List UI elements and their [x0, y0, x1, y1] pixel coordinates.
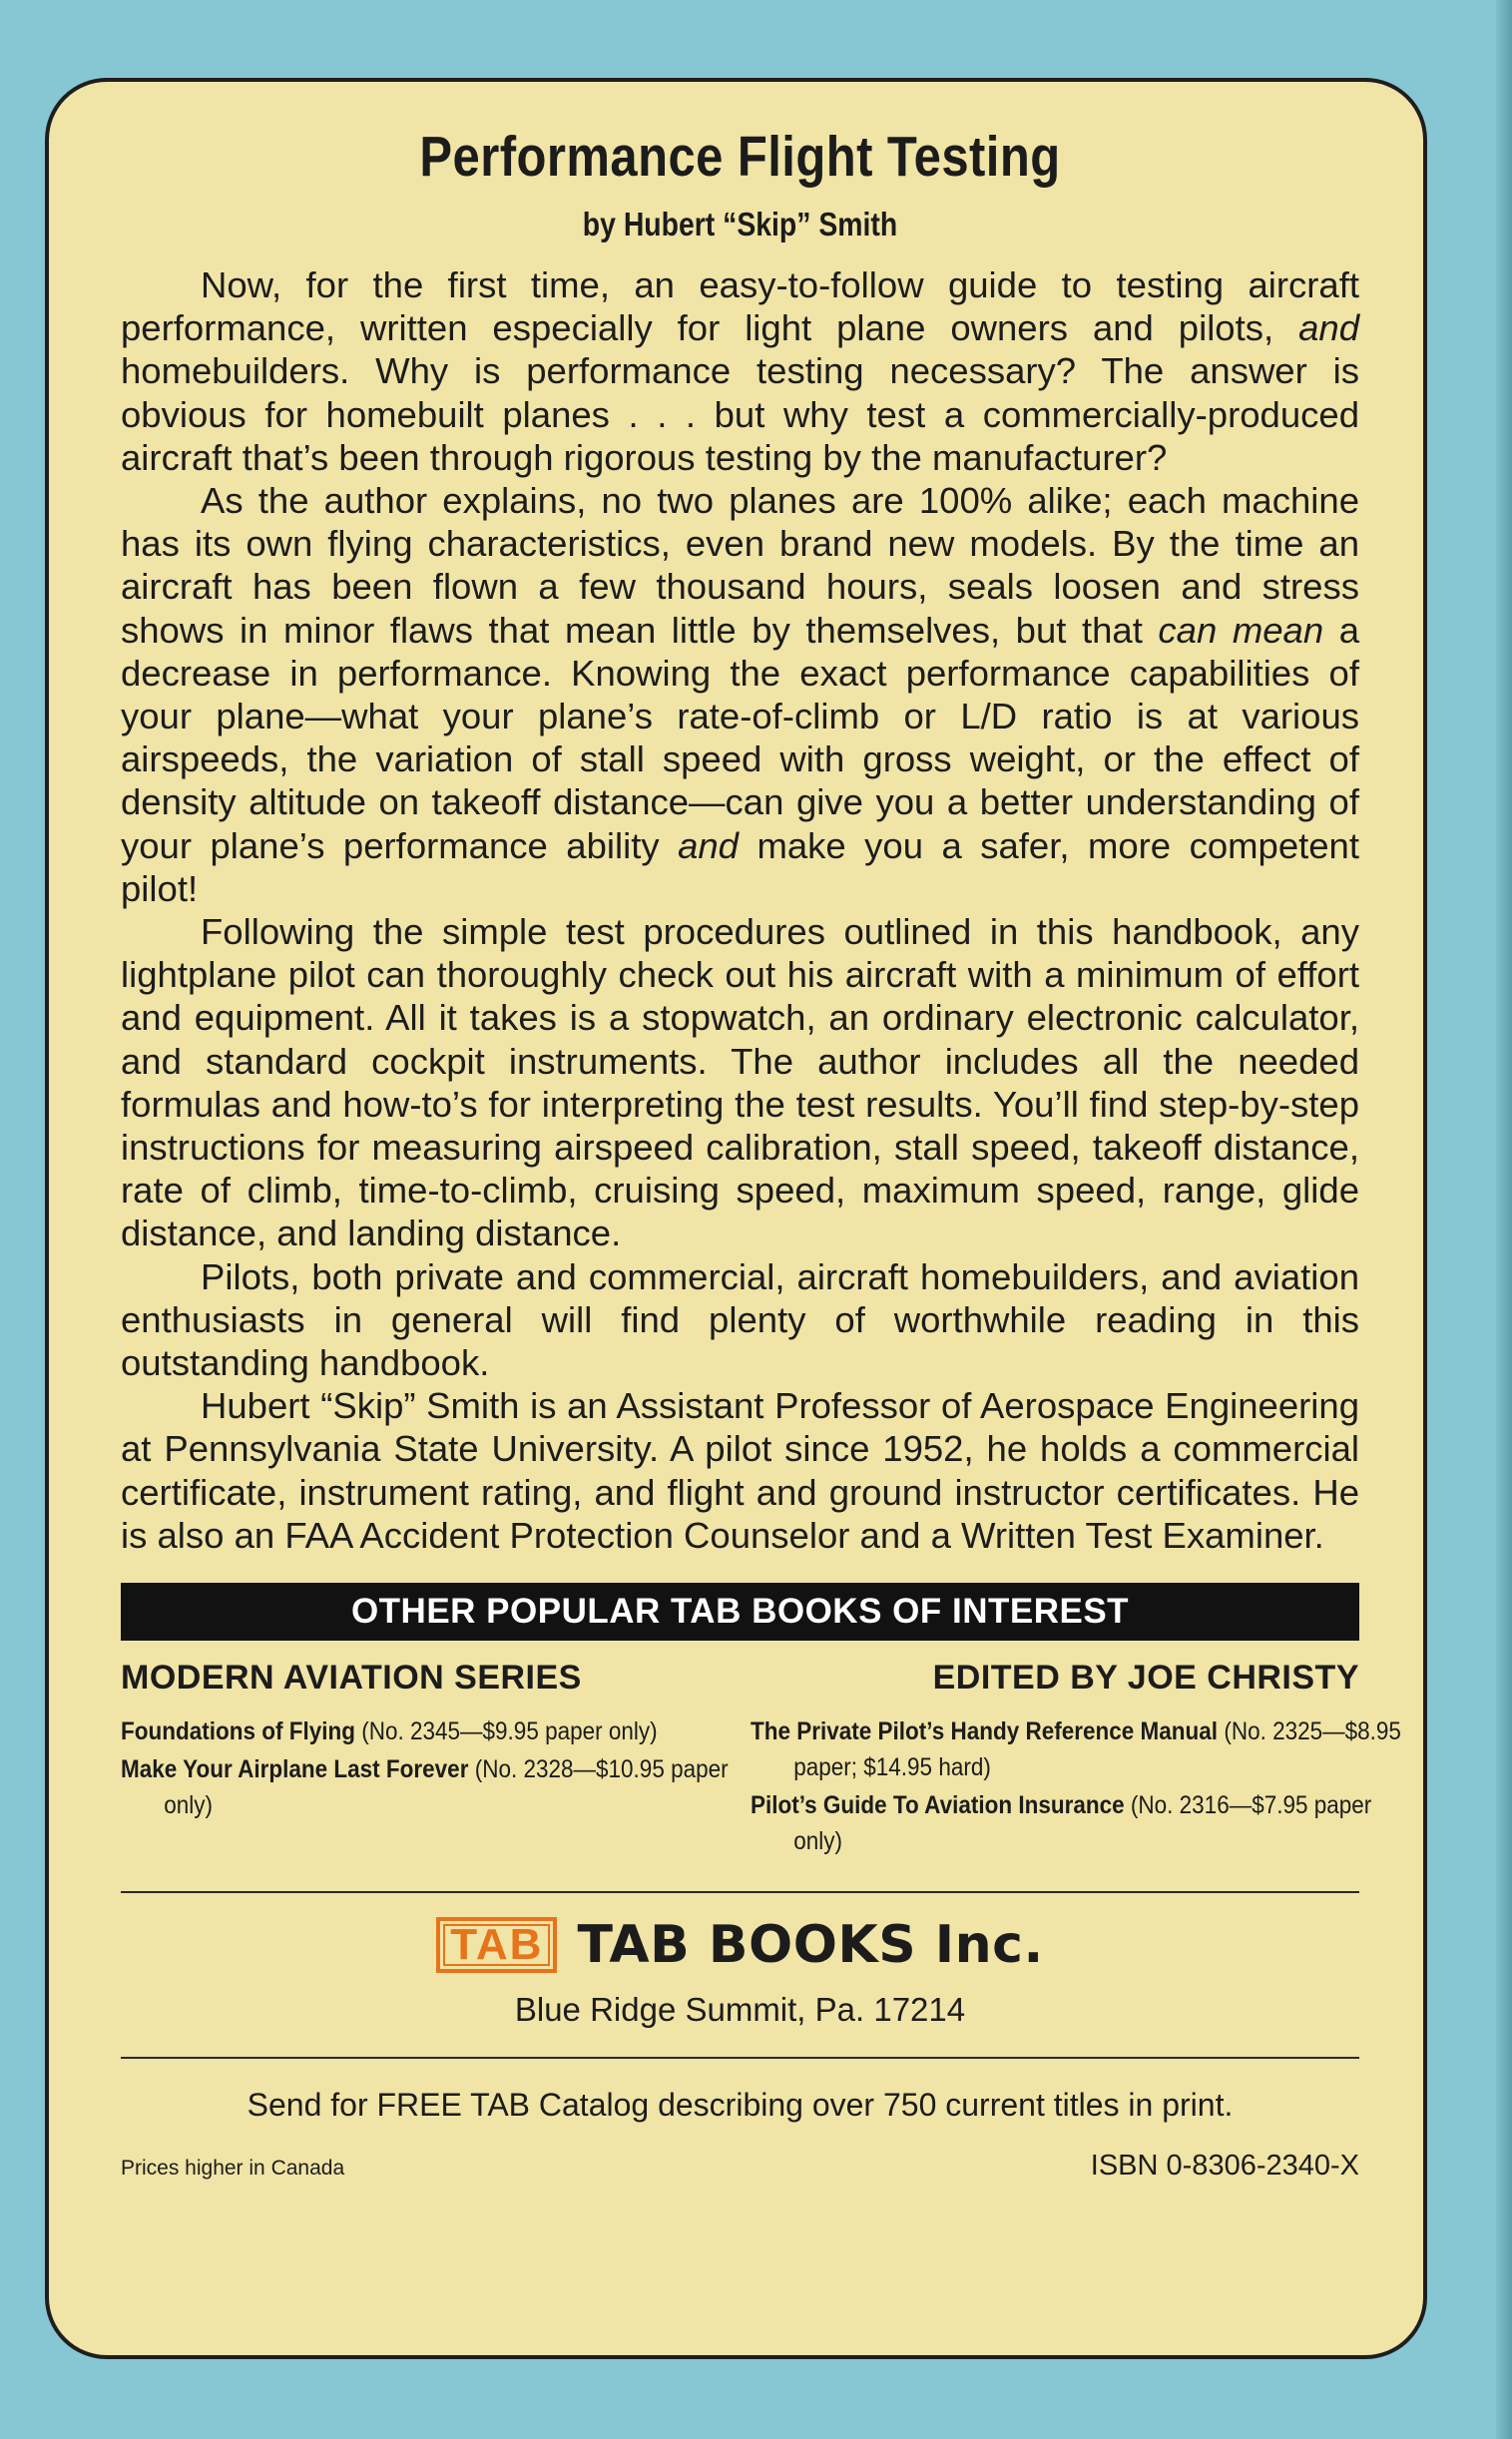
description-paragraph [121, 1384, 1359, 1557]
related-books-banner: OTHER POPULAR TAB BOOKS OF INTEREST [121, 1583, 1359, 1641]
series-heading: MODERN AVIATION SERIES [121, 1659, 582, 1698]
book-entry [751, 1713, 1402, 1785]
text-run: a decrease in performance. Knowing the exact performance capabilities of your plane—what your plane’s rate-of-climb or L/D ratio is at various airspeeds, the variation of stall speed with gross weight, or the effect of density altitude on takeoff distance—can give you a better understanding of your plane’s performance ability [121, 609, 1359, 866]
description-text [121, 263, 1359, 1557]
publisher-address: Blue Ridge Summit, Pa. 17214 [514, 1991, 966, 2029]
text-run: Now, for the first time, an easy-to-follow guide to testing aircraft performance, written especially for light plane owners and pilots, [121, 264, 1359, 349]
isbn: ISBN 0-8306-2340-X [1090, 2150, 1359, 2183]
book-price-detail: (No. 2325—$8.95 paper; $14.95 hard) [793, 1717, 1401, 1782]
cover-edge [1496, 0, 1512, 2439]
book-price-detail: (No. 2345—$9.95 paper only) [354, 1717, 658, 1746]
book-price-detail: (No. 2316—$7.95 paper only) [793, 1791, 1372, 1856]
footer [121, 2150, 1359, 2183]
back-cover-panel [45, 78, 1427, 2359]
edited-by-joe-christy-series [751, 1659, 1401, 1861]
divider [121, 2057, 1359, 2059]
emphasis-text: can mean [1158, 609, 1324, 651]
book-title-text: Make Your Airplane Last Forever [121, 1755, 469, 1784]
prices-note: Prices higher in Canada [121, 2157, 345, 2181]
text-run: homebuilders. Why is performance testing necessary? The answer is obvious for homebuilt planes . . . but why test a commercially-produced aircraft that’s been through rigorous testing by the manufacturer? [121, 350, 1359, 478]
publisher [121, 1915, 1359, 1975]
text-run: Pilots, both private and commercial, aircraft homebuilders, and aviation enthusiasts in general will find plenty of worthwhile reading in this outstanding handbook. [121, 1255, 1359, 1384]
text-run: Following the simple test procedures outlined in this handbook, any lightplane pilot can thoroughly check out his aircraft with a minimum of effort and equipment. All it takes is a stopwatch, an ordinary electronic calculator, and standard cockpit instruments. The author includes all the needed formulas and how-to’s for interpreting the test results. You’ll find step-by-step instructions for measuring airspeed calibration, stall speed, takeoff distance, rate of climb, time-to-climb, cruising speed, maximum speed, range, glide distance, and landing distance. [121, 911, 1359, 1254]
book-title: Performance Flight Testing [419, 125, 1061, 189]
book-entry [121, 1713, 762, 1749]
emphasis-text: and [678, 824, 739, 866]
book-title-text: Foundations of Flying [121, 1717, 355, 1746]
text-run: As the author explains, no two planes are 100% alike; each machine has its own flying characteristics, even brand new models. By the time an aircraft has been flown a few thousand hours, seals loosen and stress shows in minor flaws that mean little by themselves, but that [121, 480, 1359, 651]
book-price-detail: (No. 2328—$10.95 paper only) [164, 1755, 729, 1820]
modern-aviation-series [121, 1659, 729, 1861]
description-paragraph [121, 910, 1359, 1255]
book-series-list [121, 1659, 1401, 1861]
book-title-text: Pilot’s Guide To Aviation Insurance [751, 1791, 1125, 1820]
book-entry [121, 1751, 762, 1823]
divider [121, 1891, 1359, 1893]
emphasis-text: and [1298, 307, 1359, 349]
text-run: make you a safer, more competent pilot! [121, 824, 1360, 909]
description-paragraph [121, 263, 1359, 479]
author-byline: by Hubert “Skip” Smith [582, 206, 898, 243]
book-entry [751, 1787, 1402, 1859]
series-heading: EDITED BY JOE CHRISTY [932, 1659, 1359, 1698]
publisher-name: TAB BOOKS Inc. [577, 1915, 1044, 1976]
description-paragraph [121, 479, 1359, 910]
tab-logo-icon: TAB [436, 1917, 557, 1973]
book-title-text: The Private Pilot’s Handy Reference Manual [751, 1717, 1219, 1746]
text-run: Hubert “Skip” Smith is an Assistant Professor of Aerospace Engineering at Pennsylvania State University. A pilot since 1952, he holds a commercial certificate, instrument rating, and flight and ground instructor certificates. He is also an FAA Accident Protection Counselor and a Written Test Examiner. [121, 1385, 1359, 1556]
description-paragraph [121, 1255, 1359, 1385]
catalog-note: Send for FREE TAB Catalog describing over 750 current titles in print. [247, 2087, 1234, 2124]
